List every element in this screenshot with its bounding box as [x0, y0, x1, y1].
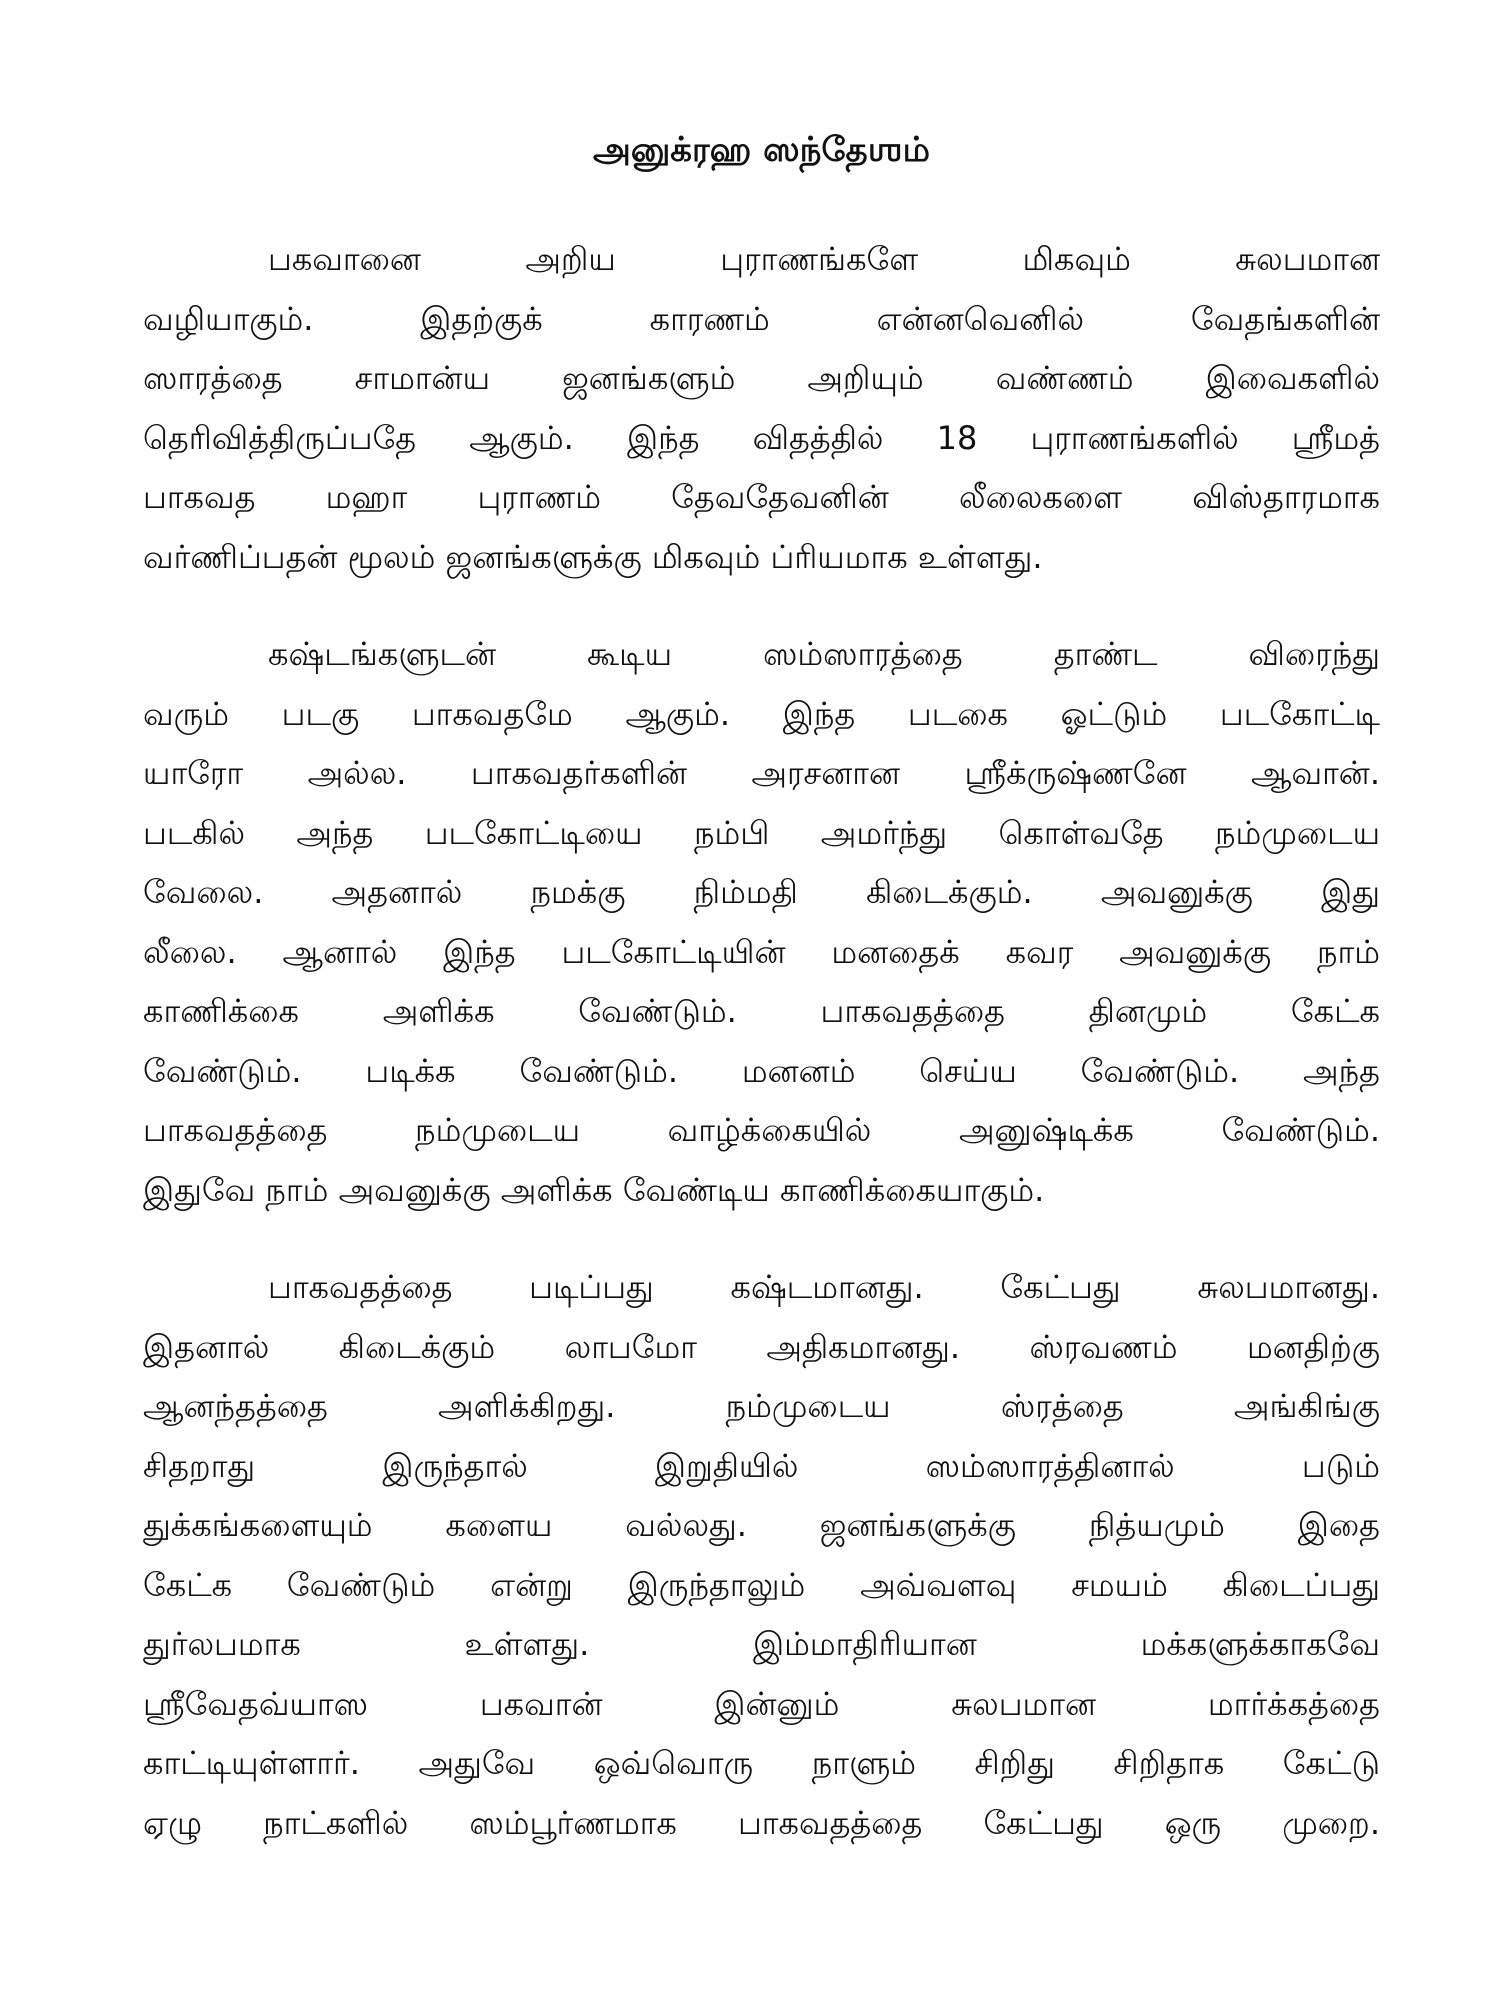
- text-line: ஸாரத்தை சாமான்ய ஜனங்களும் அறியும் வண்ணம் இவைகளில்: [143, 359, 1380, 397]
- text-line: வேண்டும். படிக்க வேண்டும். மனனம் செய்ய வேண்டும். அந்த: [143, 1051, 1380, 1090]
- paragraph-3: [143, 1258, 1380, 1853]
- text-line: யாரோ அல்ல. பாகவதர்களின் அரசனான ஸ்ரீக்ருஷ்ணனே ஆவான்.: [143, 754, 1380, 792]
- text-line: துக்கங்களையும் களைய வல்லது. ஜனங்களுக்கு நித்யமும் இதை: [143, 1506, 1380, 1544]
- text-line: தெரிவித்திருப்பதே ஆகும். இந்த விதத்தில் 18 புராணங்களில் ஸ்ரீமத்: [143, 418, 1380, 457]
- text-line: ஸ்ரீவேதவ்யாஸ பகவான் இன்னும் சுலபமான மார்க்கத்தை: [143, 1684, 1380, 1723]
- text-line: துர்லபமாக உள்ளது. இம்மாதிரியான மக்களுக்காகவே: [143, 1625, 1380, 1663]
- text-line: இதனால் கிடைக்கும் லாபமோ அதிகமானது. ஸ்ரவணம் மனதிற்கு: [143, 1327, 1380, 1366]
- text-line: கஷ்டங்களுடன் கூடிய ஸம்ஸாரத்தை தாண்ட விரைந்து: [268, 635, 1380, 673]
- text-line: பகவானை அறிய புராணங்களே மிகவும் சுலபமான: [268, 240, 1380, 278]
- text-line: வேலை. அதனால் நமக்கு நிம்மதி கிடைக்கும். அவனுக்கு இது: [143, 873, 1380, 911]
- text-line: வழியாகும். இதற்குக் காரணம் என்னவெனில் வேதங்களின்: [143, 299, 1380, 338]
- text-line: காணிக்கை அளிக்க வேண்டும். பாகவதத்தை தினமும் கேட்க: [143, 992, 1380, 1030]
- text-line: இதுவே நாம் அவனுக்கு அளிக்க வேண்டிய காணிக்கையாகும்.: [143, 1170, 1045, 1209]
- paragraph-2: [143, 625, 1380, 1220]
- text-line: ஏழு நாட்களில் ஸம்பூர்ணமாக பாகவதத்தை கேட்பது ஒரு முறை.: [143, 1803, 1380, 1842]
- text-line: ஆனந்தத்தை அளிக்கிறது. நம்முடைய ஸ்ரத்தை அங்கிங்கு: [143, 1387, 1380, 1425]
- text-line: லீலை. ஆனால் இந்த படகோட்டியின் மனதைக் கவர அவனுக்கு நாம்: [143, 932, 1380, 971]
- text-line: வர்ணிப்பதன் மூலம் ஜனங்களுக்கு மிகவும் ப்ரியமாக உள்ளது.: [143, 537, 1043, 576]
- text-line: காட்டியுள்ளார். அதுவே ஒவ்வொரு நாளும் சிறிது சிறிதாக கேட்டு: [143, 1744, 1380, 1782]
- text-line: வரும் படகு பாகவதமே ஆகும். இந்த படகை ஓட்டும் படகோட்டி: [143, 694, 1380, 733]
- text-line: படகில் அந்த படகோட்டியை நம்பி அமர்ந்து கொள்வதே நம்முடைய: [143, 813, 1380, 852]
- text-line: பாகவத மஹா புராணம் தேவதேவனின் லீலைகளை விஸ்தாரமாக: [143, 478, 1380, 516]
- text-line: கேட்க வேண்டும் என்று இருந்தாலும் அவ்வளவு சமயம் கிடைப்பது: [143, 1565, 1380, 1604]
- text-line: பாகவதத்தை நம்முடைய வாழ்க்கையில் அனுஷ்டிக்க வேண்டும்.: [143, 1111, 1380, 1149]
- text-line: பாகவதத்தை படிப்பது கஷ்டமானது. கேட்பது சுலபமானது.: [268, 1268, 1380, 1306]
- text-line: சிதறாது இருந்தால் இறுதியில் ஸம்ஸாரத்தினால் படும்: [143, 1446, 1380, 1485]
- paragraph-1: [143, 230, 1380, 587]
- page-title: அனுக்ரஹ ஸந்தேஶம்: [593, 130, 930, 170]
